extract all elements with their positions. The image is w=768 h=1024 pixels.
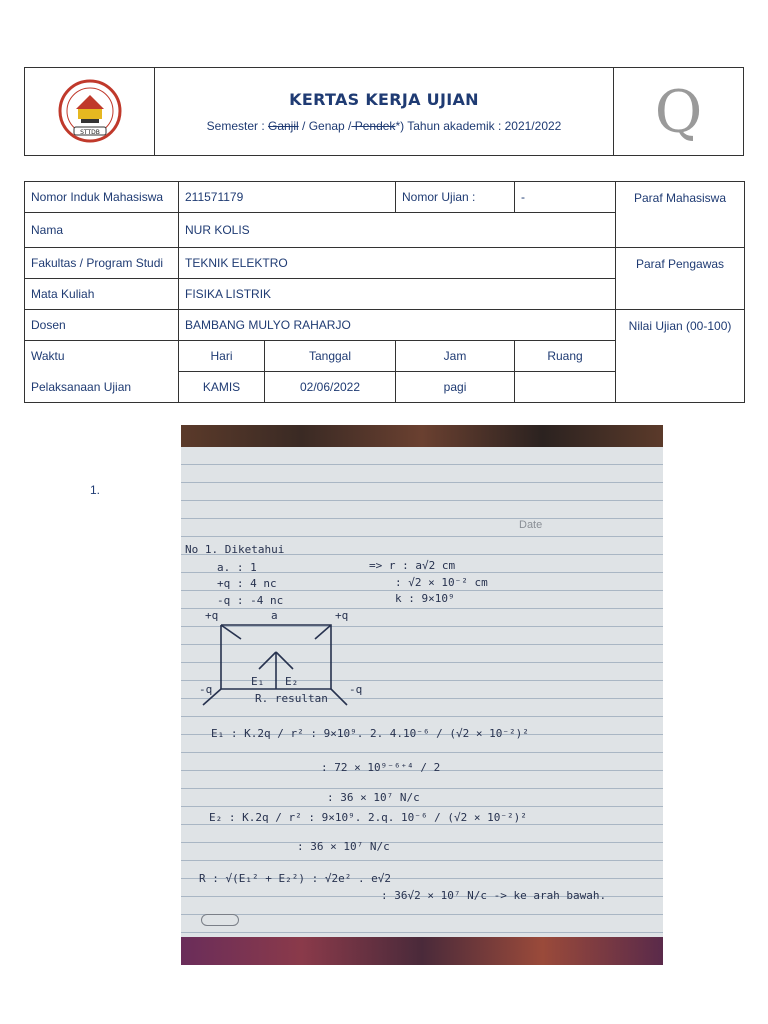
fakultas-label: Fakultas / Program Studi (25, 248, 179, 279)
fakultas-value: TEKNIK ELEKTRO (179, 248, 616, 279)
field-label: E₂ (285, 675, 299, 688)
paraf-mahasiswa-label: Paraf Mahasiswa (616, 182, 745, 248)
semester-ganjil: Ganjil (268, 119, 299, 133)
field-arrow (259, 652, 276, 669)
hw-line: k : 9×10⁹ (395, 592, 455, 605)
hw-formula: : 36 × 10⁷ N/c (297, 840, 390, 853)
nilai-ujian-label: Nilai Ujian (00-100) (616, 310, 745, 403)
vector-arrow (221, 625, 241, 639)
hw-line: a. : 1 (217, 561, 257, 574)
date-label: Date (519, 519, 543, 531)
fabric-background-bottom (181, 937, 663, 965)
charge-label: -q (349, 683, 363, 696)
hw-formula: : 36√2 × 10⁷ N/c -> ke arah bawah. (381, 889, 607, 902)
dosen-label: Dosen (25, 310, 179, 341)
field-label: E₁ (251, 675, 265, 688)
logo-cell (25, 68, 155, 155)
side-label: a (271, 609, 278, 622)
vector-arrow (331, 689, 347, 705)
charge-label: +q (335, 609, 349, 622)
jam-value: pagi (396, 372, 515, 403)
hw-formula: R : √(E₁² + E₂²) : √2e² . e√2 (199, 872, 392, 885)
ruang-value (515, 372, 616, 403)
q-cell (613, 68, 743, 155)
handwritten-solution (181, 447, 663, 937)
nim-label: Nomor Induk Mahasiswa (25, 182, 179, 213)
charge-label: +q (205, 609, 219, 622)
jam-label: Jam (396, 341, 515, 372)
nama-label: Nama (25, 213, 179, 248)
hw-line: : √2 × 10⁻² cm (395, 576, 488, 589)
svg-text:STTDB: STTDB (79, 128, 100, 136)
hw-formula: : 36 × 10⁷ N/c (327, 791, 420, 804)
vector-arrow (315, 625, 331, 639)
hari-label: Hari (179, 341, 265, 372)
semester-pendek: Pendek (351, 119, 396, 133)
question-number: 1. (90, 483, 101, 497)
charge-label: -q (199, 683, 213, 696)
institution-logo-icon (54, 79, 126, 145)
nim-value: 211571179 (179, 182, 396, 213)
hw-formula: E₂ : K.2q / r² : 9×10⁹. 2.q. 10⁻⁶ / (√2 × 10⁻²)² (209, 811, 527, 824)
hw-line: No 1. Diketahui (185, 543, 285, 556)
hw-formula: E₁ : K.2q / r² : 9×10⁹. 2. 4.10⁻⁶ / (√2 × 10⁻²)² (211, 727, 529, 740)
notebook-page (181, 447, 663, 937)
nama-value: NUR KOLIS (179, 213, 616, 248)
matkul-value: FISIKA LISTRIK (179, 279, 616, 310)
fabric-background-top (181, 425, 663, 447)
exam-header (24, 67, 744, 156)
ujian-label: Nomor Ujian : (396, 182, 515, 213)
answer-photo (181, 425, 663, 965)
student-info-table (24, 181, 745, 403)
pelaksanaan-label: Pelaksanaan Ujian (25, 372, 179, 403)
q-mark: Q (654, 77, 703, 146)
paraf-pengawas-label: Paraf Pengawas (616, 248, 745, 310)
field-arrow (276, 652, 293, 669)
dosen-value: BAMBANG MULYO RAHARJO (179, 310, 616, 341)
matkul-label: Mata Kuliah (25, 279, 179, 310)
waktu-label: Waktu (25, 341, 179, 372)
ujian-value: - (515, 182, 616, 213)
hw-line: +q : 4 nc (217, 577, 277, 590)
document-title: KERTAS KERJA UJIAN (289, 90, 479, 109)
semester-line: Semester : Ganjil / Genap / Pendek*) Tahun akademik : 2021/2022 (206, 119, 562, 133)
tanggal-value: 02/06/2022 (265, 372, 396, 403)
hw-line: -q : -4 nc (217, 594, 284, 607)
resultant-label: R. resultan (255, 692, 328, 705)
title-cell (155, 68, 613, 155)
tanggal-label: Tanggal (265, 341, 396, 372)
hw-line: => r : a√2 cm (369, 559, 456, 572)
ruang-label: Ruang (515, 341, 616, 372)
hari-value: KAMIS (179, 372, 265, 403)
hw-formula: : 72 × 10⁹⁻⁶⁺⁴ / 2 (321, 761, 441, 774)
